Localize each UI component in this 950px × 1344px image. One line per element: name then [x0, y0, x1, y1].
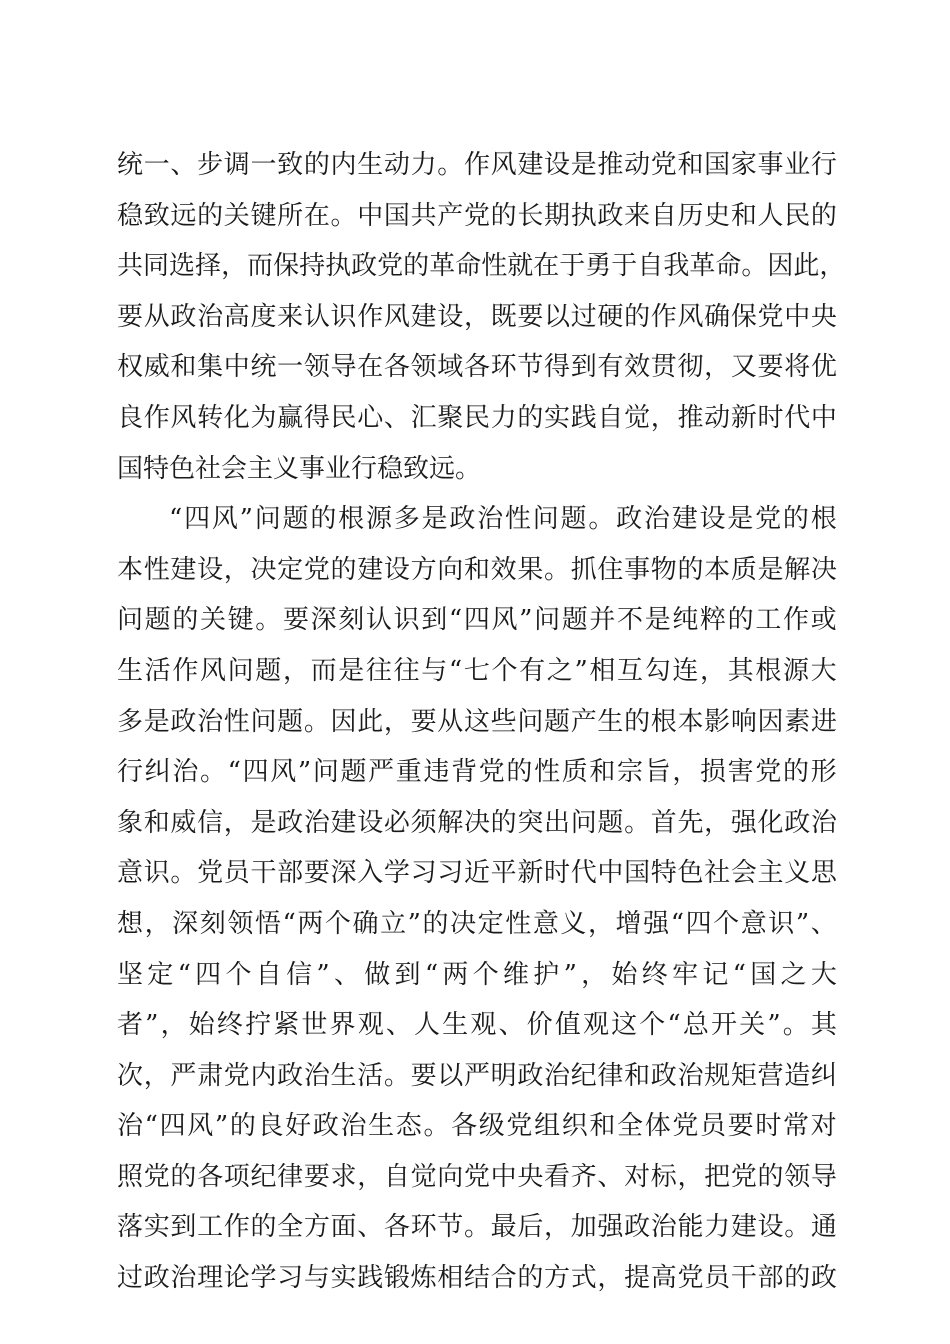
text-line: 落 实 到 工 作 的 全 方 面 、 各 环 节 。 最 后 ， 加 强 政 治 能 力 建 设 。 通: [117, 1212, 837, 1243]
text-line: 共 同 选 择 ， 而 保 持 执 政 党 的 革 命 性 就 在 于 勇 于 自 我 革 命 。 因 此 ，: [117, 251, 846, 282]
text-line: 国特色社会主义事业行稳致远。: [117, 453, 482, 484]
text-line: 想 ， 深 刻 领 悟 “ 两 个 确 立 ” 的 决 定 性 意 义 ， 增 强 “ 四 个 意 识 ” 、: [117, 908, 837, 939]
text-line: 象 和 威 信 ， 是 政 治 建 设 必 须 解 决 的 突 出 问 题 。 首 先 ， 强 化 政 治: [117, 807, 837, 838]
text-line: 者 ” ， 始 终 拧 紧 世 界 观 、 人 生 观 、 价 值 观 这 个 “ 总 开 关 ” 。 其: [117, 1010, 837, 1041]
text-line: 行 纠 治 。 “ 四 风 ” 问 题 严 重 违 背 党 的 性 质 和 宗 旨 ， 损 害 党 的 形: [117, 757, 837, 788]
text-line: 多 是 政 治 性 问 题 。 因 此 ， 要 从 这 些 问 题 产 生 的 根 本 影 响 因 素 进: [117, 706, 837, 737]
text-line: 良 作 风 转 化 为 赢 得 民 心 、 汇 聚 民 力 的 实 践 自 觉 ， 推 动 新 时 代 中: [117, 402, 837, 433]
text-line: 次 ， 严 肃 党 内 政 治 生 活 。 要 以 严 明 政 治 纪 律 和 政 治 规 矩 营 造 纠: [117, 1060, 837, 1091]
text-line: 稳 致 远 的 关 键 所 在 。 中 国 共 产 党 的 长 期 执 政 来 自 历 史 和 人 民 的: [117, 200, 837, 231]
text-line: 治 “ 四 风 ” 的 良 好 政 治 生 态 。 各 级 党 组 织 和 全 体 党 员 要 时 常 对: [117, 1111, 837, 1142]
body-text: [117, 140, 846, 1304]
text-line: 权 威 和 集 中 统 一 领 导 在 各 领 域 各 环 节 得 到 有 效 贯 彻 ， 又 要 将 优: [117, 352, 837, 383]
text-line: 要 从 政 治 高 度 来 认 识 作 风 建 设 ， 既 要 以 过 硬 的 作 风 确 保 党 中 央: [117, 301, 837, 332]
text-line: 统 一 、 步 调 一 致 的 内 生 动 力 。 作 风 建 设 是 推 动 党 和 国 家 事 业 行: [117, 150, 837, 180]
text-line: 生 活 作 风 问 题 ， 而 是 往 往 与 “ 七 个 有 之 ” 相 互 勾 连 ， 其 根 源 大: [117, 655, 837, 686]
text-line: 本 性 建 设 ， 决 定 党 的 建 设 方 向 和 效 果 。 抓 住 事 物 的 本 质 是 解 决: [117, 554, 837, 585]
text-line: 问 题 的 关 键 。 要 深 刻 认 识 到 “ 四 风 ” 问 题 并 不 是 纯 粹 的 工 作 或: [117, 605, 837, 636]
text-line: 过 政 治 理 论 学 习 与 实 践 锻 炼 相 结 合 的 方 式 ， 提 高 党 员 干 部 的 政: [117, 1263, 837, 1294]
text-line: 意 识 。 党 员 干 部 要 深 入 学 习 习 近 平 新 时 代 中 国 特 色 社 会 主 义 思: [117, 858, 837, 889]
text-line: 照 党 的 各 项 纪 律 要 求 ， 自 觉 向 党 中 央 看 齐 、 对 标 ， 把 党 的 领 导: [117, 1161, 837, 1192]
text-line: 坚 定 “ 四 个 自 信 ” 、 做 到 “ 两 个 维 护 ” ， 始 终 牢 记 “ 国 之 大: [117, 959, 837, 990]
text-line: “ 四 风 ” 问 题 的 根 源 多 是 政 治 性 问 题 。 政 治 建 设 是 党 的 根: [169, 504, 837, 535]
